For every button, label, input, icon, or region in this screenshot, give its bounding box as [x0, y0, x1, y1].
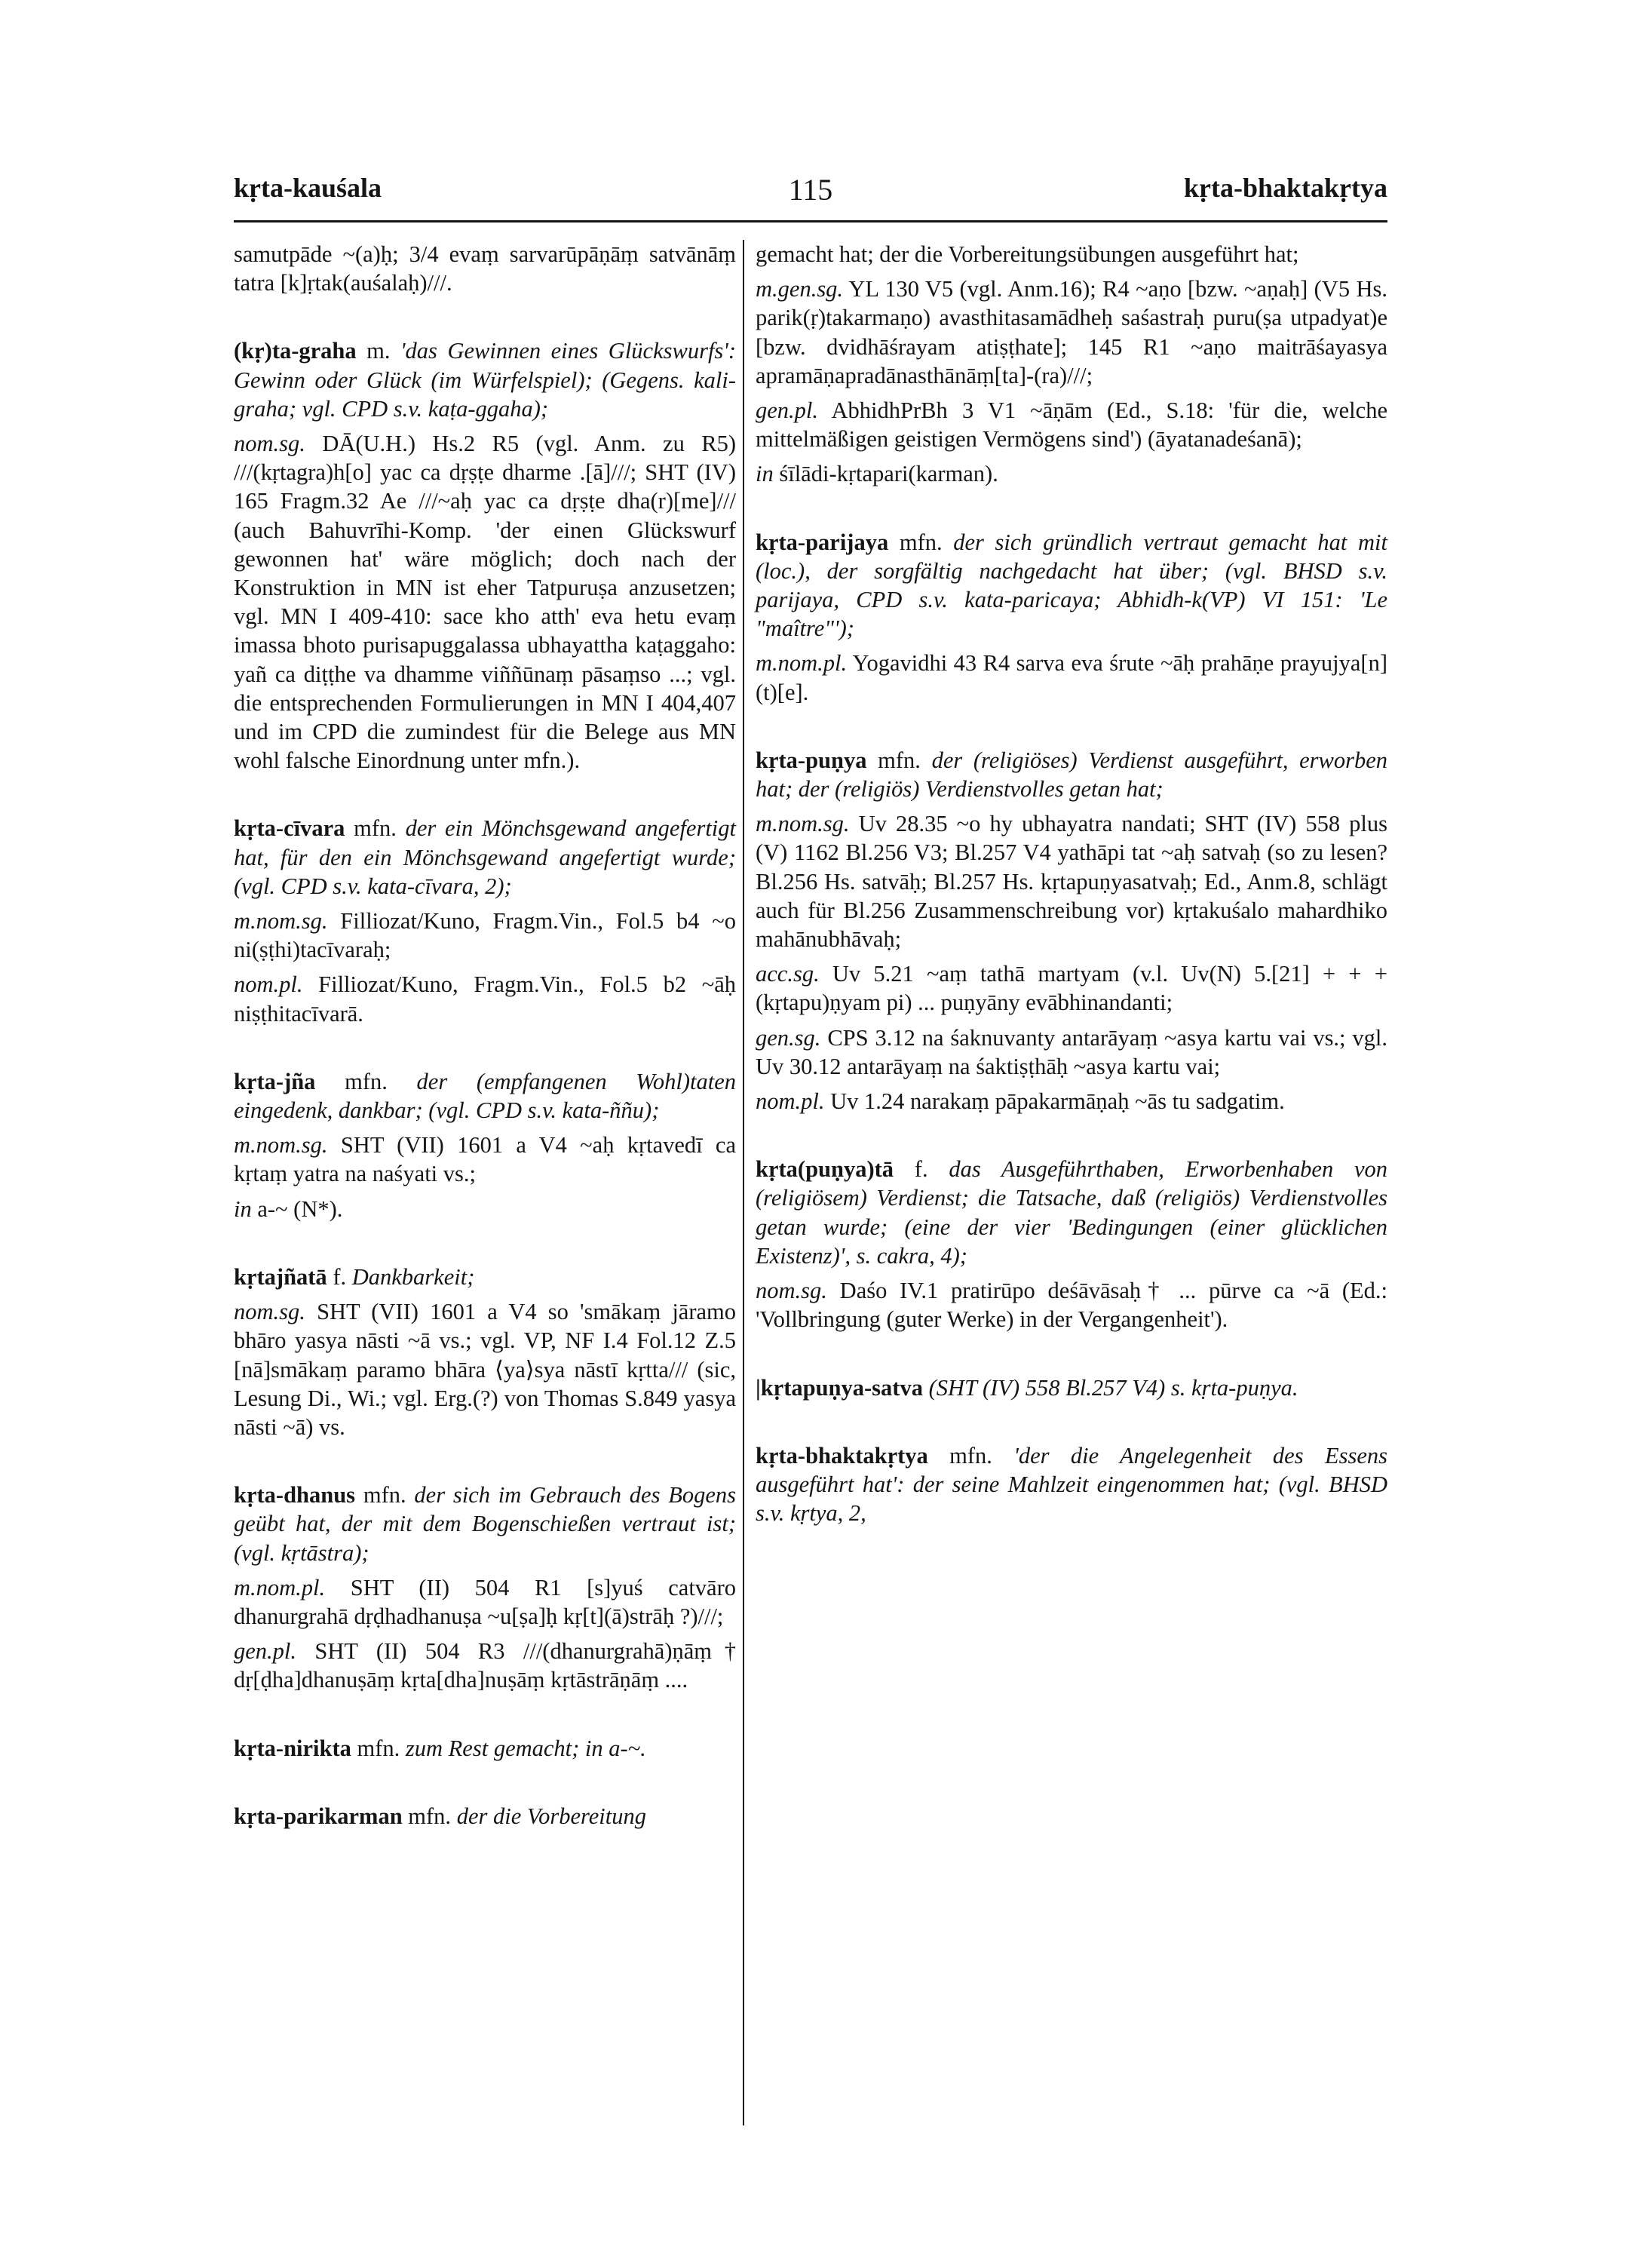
headword: kṛta-parijaya [756, 529, 889, 555]
entry-head [234, 1802, 736, 1831]
column-divider [743, 240, 744, 2125]
headword: kṛta-nirikta [234, 1735, 351, 1761]
entry-head [756, 1155, 1387, 1270]
dictionary-entry [756, 528, 1387, 707]
headword: kṛta-dhanus [234, 1482, 356, 1508]
usage-line [756, 649, 1387, 706]
usage-line [756, 275, 1387, 390]
grammar-label: m.nom.sg. [756, 811, 850, 837]
citation-text: SHT (VII) 1601 a V4 ~aḥ kṛtavedī ca kṛtaṃ yatra na naśyati vs.; [234, 1132, 737, 1187]
grammar-label: acc.sg. [756, 961, 820, 987]
part-of-speech: mfn. [363, 1482, 406, 1508]
gloss: der ein Mönchsgewand angefertigt hat, für den ein Mönchsgewand angefertigt wurde; (vgl. CPD s.v. kata-cīvara, 2); [234, 815, 737, 899]
citation-text: Daśo IV.1 pratirūpo deśāvāsaḥ† ... pūrve ca ~ā (Ed.: 'Vollbringung (guter Werke) in der Vergangenheit'). [756, 1278, 1388, 1333]
dictionary-entry [234, 1263, 736, 1441]
gloss: der (empfangenen Wohl)taten eingedenk, dankbar; (vgl. CPD s.v. kata-ññu); [234, 1068, 737, 1124]
grammar-label: gen.sg. [756, 1024, 821, 1051]
citation-text: Yogavidhi 43 R4 sarva eva śrute ~āḥ prahāṇe prayujya[n](t)[e]. [756, 650, 1387, 705]
usage-line [234, 1573, 736, 1631]
grammar-label: m.nom.sg. [234, 908, 328, 935]
usage-line [756, 1024, 1387, 1081]
citation-text: SHT (II) 504 R1 [s]yuś catvāro dhanurgrahā dṛḍhadhanuṣa ~u[ṣa]ḥ kṛ[t](ā)strāḥ ?)///; [234, 1574, 737, 1629]
grammar-label: m.nom.pl. [756, 650, 848, 677]
dictionary-entry [756, 1155, 1387, 1333]
grammar-label: nom.pl. [234, 971, 303, 998]
dictionary-entry [756, 746, 1387, 1116]
usage-line [234, 1131, 736, 1188]
usage-line [756, 959, 1387, 1017]
part-of-speech: f. [914, 1156, 928, 1183]
continued-gloss: gemacht hat; der die Vorbereitungsübungen ausgeführt hat; [756, 241, 1299, 267]
grammar-label: gen.pl. [756, 397, 819, 424]
part-of-speech: mfn. [357, 1735, 400, 1761]
dictionary-entry [234, 814, 736, 1027]
headword: kṛta-bhaktakṛtya [756, 1442, 928, 1469]
usage-line [234, 429, 736, 775]
grammar-label: nom.sg. [756, 1278, 827, 1304]
entry-head [756, 528, 1387, 643]
entry-head [756, 1441, 1387, 1528]
entry-head [756, 746, 1387, 803]
citation-text: CPS 3.12 na śaknuvanty antarāyaṃ ~asya kartu vai vs.; vgl. Uv 30.12 antarāyaṃ na śaktiṣṭhāḥ ~asya kartu vai; [756, 1024, 1388, 1079]
usage-line [756, 1276, 1387, 1333]
citation-text: SHT (VII) 1601 a V4 so 'smākaṃ jāramo bhāro yasya nāsti ~ā vs.; vgl. VP, NF I.4 Fol.12 Z.5 [nā]smākaṃ paramo bhāra ⟨ya⟩sya nāstī kṛtta/// (sic, Lesung Di., Wi.; vgl. Erg.(?) von Thomas S.849 yasya nāsti ~ā) vs. [234, 1299, 737, 1440]
headword: kṛta-cīvara [234, 815, 345, 842]
gloss: der (religiöses) Verdienst ausgeführt, erworben hat; der (religiös) Verdienstvolles getan hat; [756, 747, 1388, 803]
gloss: der sich im Gebrauch des Bogens geübt hat, der mit dem Bogenschießen vertraut ist; (vgl. kṛtāstra); [234, 1482, 737, 1566]
entry-head [756, 1373, 1387, 1402]
entry-head [234, 1263, 736, 1291]
headword: (kṛ)ta-graha [234, 338, 357, 364]
usage-line [234, 1195, 736, 1223]
citation-text: śīlādi-kṛtapari(karman). [779, 461, 998, 487]
grammar-label: nom.sg. [234, 1299, 305, 1325]
dictionary-entry [234, 1734, 736, 1763]
usage-line [234, 970, 736, 1027]
headword: |kṛtapuṇya-satva [756, 1374, 923, 1401]
usage-line [756, 809, 1387, 953]
usage-line [234, 1297, 736, 1441]
part-of-speech: mfn. [899, 529, 943, 555]
dictionary-entry [234, 1067, 736, 1223]
gloss: (SHT (IV) 558 Bl.257 V4) s. kṛta-puṇya. [928, 1374, 1298, 1401]
citation-text: Filliozat/Kuno, Fragm.Vin., Fol.5 b4 ~o ni(ṣṭhi)tacīvaraḥ; [234, 908, 736, 963]
part-of-speech: mfn. [345, 1068, 388, 1094]
citation-text: Uv 5.21 ~aṃ tathā martyam (v.l. Uv(N) 5.[21] + + + (kṛtapu)ṇyam pi) ... puṇyāny evābhinandanti; [756, 961, 1387, 1016]
grammar-label: in [234, 1195, 252, 1222]
part-of-speech: mfn. [949, 1442, 992, 1469]
grammar-label: nom.pl. [756, 1088, 825, 1115]
grammar-label: in [756, 461, 774, 487]
headword: kṛta-jña [234, 1068, 316, 1094]
dictionary-entry [756, 1441, 1387, 1528]
gloss: der sich gründlich vertraut gemacht hat mit (loc.), der sorgfältig nachgedacht hat über; (vgl. BHSD s.v. parijaya, CPD s.v. kata-paricaya; Abhidh-k(VP) VI 151: 'Le "maître"'); [756, 529, 1387, 642]
header-rule [234, 220, 1387, 223]
part-of-speech: mfn. [408, 1803, 452, 1829]
left-running-head: kṛta-kauśala [234, 173, 382, 203]
left-column [234, 240, 736, 1870]
dictionary-entry [234, 1481, 736, 1694]
dictionary-entry [756, 1373, 1387, 1402]
usage-line [234, 907, 736, 964]
page-header [234, 172, 1387, 217]
headword: kṛtajñatā [234, 1263, 327, 1290]
continued-text: samutpāde ~(a)ḥ; 3/4 evaṃ sarvarūpāṇāṃ satvānāṃ tatra [k]ṛtak(auśalaḥ)///. [234, 241, 736, 296]
citation-text: Uv 28.35 ~o hy ubhayatra nandati; SHT (IV) 558 plus (V) 1162 Bl.256 V3; Bl.257 V4 yathāpi tat ~aḥ satvaḥ (so zu lesen? Bl.256 Hs. satvāḥ; Bl.257 Hs. kṛtapuṇyasatvaḥ; Ed., Anm.8, schlägt auch für Bl.256 Zusammenschreibung vor) kṛtakuśalo mahardhiko mahānubhāvaḥ; [756, 811, 1388, 953]
citation-text: Uv 1.24 narakaṃ pāpakarmāṇaḥ ~ās tu sadgatim. [830, 1088, 1285, 1115]
entry-head [234, 1067, 736, 1125]
usage-line [756, 459, 1387, 488]
headword: kṛta-puṇya [756, 747, 867, 773]
citation-text: DĀ(U.H.) Hs.2 R5 (vgl. Anm. zu R5) ///(kṛtagra)h[o] yac ca dṛṣṭe dharme .[ā]///; SHT (IV) 165 Fragm.32 Ae ///~aḥ yac ca dṛṣṭe dha(r)[me]/// (auch Bahuvrīhi-Komp. 'der einen Glückswurf gewonnen hat' wäre möglich; doch nach der Konstruktion in MN ist eher Tatpuruṣa anzusetzen; vgl. MN I 409-410: sace kho atth' eva hetu evaṃ imassa bhoto purisapuggalassa ubhayattha kaṭaggaho: yañ ca diṭṭhe va dhamme viññūnaṃ pāsaṃso ...; vgl. die entsprechenden Formulierungen in MN I 404,407 und im CPD die zumindest für die Belege aus MN wohl falsche Einordnung unter mfn.). [234, 431, 736, 774]
gloss: Dankbarkeit; [351, 1263, 475, 1290]
citation-text: Filliozat/Kuno, Fragm.Vin., Fol.5 b2 ~āḥ niṣṭhitacīvarā. [234, 971, 736, 1027]
usage-line [756, 1087, 1387, 1116]
grammar-label: m.nom.pl. [234, 1574, 326, 1600]
headword: kṛta(puṇya)tā [756, 1156, 894, 1183]
right-entries [756, 528, 1387, 1528]
right-running-head: kṛta-bhaktakṛtya [1183, 173, 1387, 203]
dictionary-entry [234, 336, 736, 775]
usage-line [756, 396, 1387, 453]
citation-text: AbhidhPrBh 3 V1 ~āṇām (Ed., S.18: 'für die, welche mittelmäßigen geistigen Vermögens sind') (āyatanadeśanā); [756, 397, 1387, 453]
left-entries [234, 336, 736, 1831]
right-lead-paragraphs [756, 275, 1387, 488]
entry-head [234, 1481, 736, 1567]
grammar-label: m.gen.sg. [756, 276, 844, 302]
entry-head [234, 814, 736, 901]
part-of-speech: mfn. [354, 815, 397, 842]
citation-text: SHT (II) 504 R3 ///(dhanurgrahā)ṇāṃ† dṛ[ḍha]dhanuṣāṃ kṛta[dha]nuṣāṃ kṛtāstrāṇāṃ .... [234, 1638, 736, 1693]
gloss: 'das Gewinnen eines Glückswurfs': Gewinn oder Glück (im Würfelspiel); (Gegens. kali-graha; vgl. CPD s.v. kaṭa-ggaha); [234, 338, 736, 422]
page-number: 115 [788, 173, 833, 207]
part-of-speech: mfn. [878, 747, 921, 773]
grammar-label: nom.sg. [234, 431, 305, 457]
grammar-label: m.nom.sg. [234, 1132, 328, 1159]
headword: kṛta-parikarman [234, 1803, 403, 1829]
part-of-speech: f. [333, 1263, 347, 1290]
part-of-speech: m. [366, 338, 391, 364]
gloss: zum Rest gemacht; in a-~. [405, 1735, 646, 1761]
grammar-label: gen.pl. [234, 1638, 297, 1665]
citation-text: YL 130 V5 (vgl. Anm.16); R4 ~aṇo [bzw. ~aṇaḥ] (V5 Hs. parik(ṛ)takarmaṇo) avasthitasamādheḥ saśastraḥ puru(ṣa utpadyat)e [bzw. dvidhāśrayam atiṣṭhate]; 145 R1 ~aṇo maitrāśayasya apramāṇapradānasthānāṃ[ta]-(ra)///; [756, 276, 1387, 388]
entry-head [234, 1734, 736, 1763]
gloss: das Ausgeführthaben, Erworbenhaben von (religiösem) Verdienst; die Tatsache, daß (religiös) Verdienstvolles getan wurde; (eine der vier 'Bedingungen (einer glücklichen Existenz)', s. cakra, 4); [756, 1156, 1388, 1269]
usage-line [234, 1637, 736, 1694]
gloss: 'der die Angelegenheit des Essens ausgeführt hat': der seine Mahlzeit eingenommen hat; (vgl. BHSD s.v. kṛtya, 2, [756, 1442, 1387, 1527]
gloss: der die Vorbereitung [456, 1803, 646, 1829]
entry-head [234, 336, 736, 423]
citation-text: a-~ (N*). [257, 1195, 343, 1222]
dictionary-entry [234, 1802, 736, 1831]
right-column [756, 240, 1387, 1567]
